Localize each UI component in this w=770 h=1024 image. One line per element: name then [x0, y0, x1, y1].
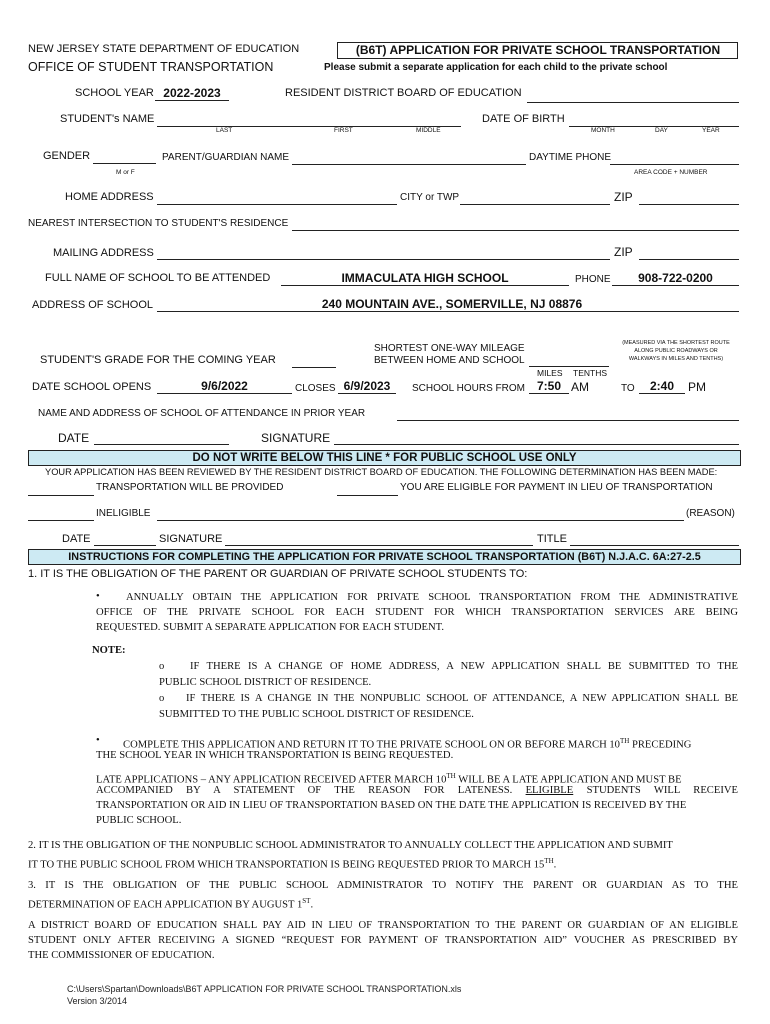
- resident-district-field[interactable]: [527, 88, 739, 103]
- grade-field[interactable]: [292, 353, 336, 368]
- home-address-field[interactable]: [157, 190, 397, 205]
- provided-field[interactable]: [28, 481, 94, 496]
- footer-version: Version 3/2014: [67, 996, 128, 1006]
- note-2-line-1: IF THERE IS A CHANGE IN THE NONPUBLIC SCHOOL OF ATTENDANCE, A NEW APPLICATION SHALL BE: [186, 693, 738, 704]
- reason-label: (REASON): [686, 508, 735, 519]
- school-year-value: 2022-2023: [163, 86, 221, 100]
- signature-label: SIGNATURE: [261, 431, 331, 445]
- first-caption: FIRST: [334, 127, 353, 134]
- late-text-b: WILL BE A LATE APPLICATION AND MUST BE: [455, 774, 682, 786]
- am-label: AM: [571, 380, 589, 394]
- school-year-label: SCHOOL YEAR: [75, 87, 154, 99]
- dob-field[interactable]: [569, 112, 739, 127]
- item-3-text-b: .: [310, 899, 314, 911]
- school-name-label: FULL NAME OF SCHOOL TO BE ATTENDED: [45, 272, 271, 284]
- late-line-4: PUBLIC SCHOOL.: [96, 815, 182, 826]
- bullet-1-line-3: REQUESTED. SUBMIT A SEPARATE APPLICATION FOR EACH STUDENT.: [96, 622, 444, 633]
- office-name: OFFICE OF STUDENT TRANSPORTATION: [28, 60, 274, 74]
- hours-from-value: 7:50: [536, 379, 562, 393]
- signature-field[interactable]: [334, 430, 739, 445]
- aid-line-1: A DISTRICT BOARD OF EDUCATION SHALL PAY AID IN LIEU OF TRANSPORTATION TO THE PARENT OR GUARDIAN OF AN ELIGIBLE: [28, 920, 738, 931]
- note-1-line-1: IF THERE IS A CHANGE OF HOME ADDRESS, A NEW APPLICATION SHALL BE SUBMITTED TO THE: [190, 661, 738, 672]
- date-field[interactable]: [94, 430, 229, 445]
- item-2-text-a: IT TO THE PUBLIC SCHOOL FROM WHICH TRANSPORTATION IS BEING REQUESTED PRIOR TO MARCH 15: [28, 859, 545, 871]
- item-3-text-a: DETERMINATION OF EACH APPLICATION BY AUGUST 1: [28, 899, 303, 911]
- item-2-text-b: .: [553, 859, 557, 871]
- school-address-value: 240 MOUNTAIN AVE., SOMERVILLE, NJ 08876: [321, 297, 583, 311]
- year-caption: YEAR: [702, 127, 720, 134]
- zip-label: ZIP: [614, 190, 633, 204]
- note-2-marker: o: [159, 693, 165, 704]
- prior-school-field[interactable]: [397, 406, 739, 421]
- middle-caption: MIDDLE: [416, 127, 441, 134]
- mailing-zip-field[interactable]: [639, 245, 739, 260]
- pu-title-field[interactable]: [570, 531, 739, 546]
- month-caption: MONTH: [591, 127, 615, 134]
- form-title: (B6T) APPLICATION FOR PRIVATE SCHOOL TRANSPORTATION: [355, 43, 721, 57]
- instruction-item-1: 1. IT IS THE OBLIGATION OF THE PARENT OR GUARDIAN OF PRIVATE SCHOOL STUDENTS TO:: [28, 568, 528, 580]
- reason-field[interactable]: [157, 506, 684, 521]
- pu-signature-field[interactable]: [225, 531, 533, 546]
- item-3-line-1: 3. IT IS THE OBLIGATION OF THE PUBLIC SCHOOL ADMINISTRATOR TO NOTIFY THE PARENT OR GUARDIAN AS TO THE: [28, 880, 738, 891]
- zip-field[interactable]: [639, 190, 739, 205]
- date-opens-label: DATE SCHOOL OPENS: [32, 381, 152, 393]
- last-caption: LAST: [216, 127, 233, 134]
- resident-district-label: RESIDENT DISTRICT BOARD OF EDUCATION: [285, 87, 522, 99]
- student-name-label: STUDENT's NAME: [60, 113, 155, 125]
- bullet-2-line-2: THE SCHOOL YEAR IN WHICH TRANSPORTATION IS BEING REQUESTED.: [96, 750, 454, 761]
- pu-date-label: DATE: [62, 533, 91, 545]
- bullet-1-line-1: ANNUALLY OBTAIN THE APPLICATION FOR PRIVATE SCHOOL TRANSPORTATION FROM THE ADMINISTRATIVE: [126, 592, 738, 603]
- measured-note-line-1: (MEASURED VIA THE SHORTEST ROUTE: [622, 340, 730, 346]
- item-2-sup: TH: [544, 857, 554, 865]
- late-l2-text-b: STUDENTS WILL RECEIVE: [586, 785, 738, 796]
- m-or-f-caption: M or F: [116, 169, 135, 176]
- intersection-label: NEAREST INTERSECTION TO STUDENT'S RESIDENCE: [28, 218, 289, 229]
- item-3-sup: ST: [302, 897, 311, 905]
- note-label: NOTE:: [92, 645, 126, 656]
- item-3-line-2: [28, 893, 313, 914]
- note-1-line-2: PUBLIC SCHOOL DISTRICT OF RESIDENCE.: [159, 677, 372, 688]
- dob-label: DATE OF BIRTH: [482, 113, 565, 125]
- payment-label: YOU ARE ELIGIBLE FOR PAYMENT IN LIEU OF TRANSPORTATION: [400, 482, 713, 493]
- late-sup: TH: [446, 772, 456, 780]
- bullet-2-text-a: COMPLETE THIS APPLICATION AND RETURN IT TO THE PRIVATE SCHOOL ON OR BEFORE MARCH 10: [123, 739, 620, 751]
- parent-guardian-label: PARENT/GUARDIAN NAME: [162, 152, 290, 163]
- pu-signature-label: SIGNATURE: [159, 533, 223, 545]
- bullet-2-marker: •: [96, 735, 100, 746]
- city-twp-field[interactable]: [460, 190, 610, 205]
- prior-school-label: NAME AND ADDRESS OF SCHOOL OF ATTENDANCE IN PRIOR YEAR: [38, 408, 366, 419]
- late-line-2: [96, 783, 738, 799]
- mileage-label-2: BETWEEN HOME AND SCHOOL: [374, 355, 525, 366]
- payment-field[interactable]: [337, 481, 398, 496]
- bullet-2-sup: TH: [619, 737, 630, 745]
- home-address-label: HOME ADDRESS: [65, 191, 154, 203]
- late-l2-text-a: ACCOMPANIED BY A STATEMENT OF THE REASON FOR LATENESS.: [96, 785, 526, 796]
- city-twp-label: CITY or TWP: [400, 192, 460, 203]
- parent-guardian-field[interactable]: [292, 150, 526, 165]
- instructions-banner: INSTRUCTIONS FOR COMPLETING THE APPLICATION FOR PRIVATE SCHOOL TRANSPORTATION (B6T) N.J.A.C. 6A:27-2.5: [28, 549, 741, 565]
- school-name-value: IMMACULATA HIGH SCHOOL: [341, 271, 509, 285]
- date-opens-value: 9/6/2022: [201, 379, 248, 393]
- ineligible-label: INELIGIBLE: [96, 508, 151, 519]
- pm-label: PM: [688, 380, 706, 394]
- intersection-field[interactable]: [292, 216, 739, 231]
- date-label: DATE: [58, 431, 90, 445]
- miles-caption: MILES: [537, 368, 563, 378]
- form-subtitle: Please submit a separate application for each child to the private school: [324, 62, 668, 73]
- measured-note-line-2: ALONG PUBLIC ROADWAYS OR: [634, 348, 718, 354]
- late-eligible-underlined: ELIGIBLE: [525, 785, 574, 796]
- closes-label: CLOSES: [295, 383, 336, 394]
- gender-field[interactable]: [93, 149, 156, 164]
- hours-from-label: SCHOOL HOURS FROM: [412, 383, 525, 394]
- school-address-label: ADDRESS OF SCHOOL: [32, 299, 154, 311]
- school-phone-value: 908-722-0200: [638, 271, 713, 285]
- item-2-line-2: [28, 853, 556, 874]
- mailing-address-label: MAILING ADDRESS: [53, 247, 154, 259]
- dept-name: NEW JERSEY STATE DEPARTMENT OF EDUCATION: [28, 43, 300, 55]
- aid-line-3: THE COMMISSIONER OF EDUCATION.: [28, 950, 215, 961]
- aid-line-2: STUDENT ONLY AFTER RECEIVING A SIGNED “REQUEST FOR PAYMENT OF TRANSPORTATION AID” VOUCHER AS PRESCRIBED BY: [28, 935, 738, 946]
- area-code-caption: AREA CODE + NUMBER: [634, 169, 708, 176]
- mileage-field[interactable]: [529, 352, 609, 367]
- bullet-2-text-b: PRECEDING: [629, 739, 692, 751]
- note-1-marker: o: [159, 661, 165, 672]
- mailing-address-field[interactable]: [157, 245, 610, 260]
- provided-label: TRANSPORTATION WILL BE PROVIDED: [96, 482, 284, 493]
- hours-to-value: 2:40: [649, 379, 675, 393]
- day-caption: DAY: [655, 127, 668, 134]
- late-text-a: LATE APPLICATIONS – ANY APPLICATION RECEIVED AFTER MARCH 10: [96, 774, 447, 786]
- daytime-phone-label: DAYTIME PHONE: [529, 152, 612, 163]
- bullet-1-marker: •: [96, 591, 100, 602]
- closes-value: 6/9/2023: [343, 379, 391, 393]
- late-line-3: TRANSPORTATION OR AID IN LIEU OF TRANSPORTATION BASED ON THE DATE THE APPLICATION IS RECEIVED BY THE: [96, 800, 687, 811]
- pu-title-label: TITLE: [537, 533, 567, 545]
- to-label: TO: [621, 383, 635, 394]
- reviewed-text: YOUR APPLICATION HAS BEEN REVIEWED BY THE RESIDENT DISTRICT BOARD OF EDUCATION. THE FOLLOWING DETERMINATION HAS BEEN MADE:: [45, 467, 718, 477]
- school-phone-label: PHONE: [575, 274, 611, 285]
- public-use-banner: DO NOT WRITE BELOW THIS LINE * FOR PUBLIC SCHOOL USE ONLY: [28, 450, 741, 466]
- note-2-line-2: SUBMITTED TO THE PUBLIC SCHOOL DISTRICT OF RESIDENCE.: [159, 709, 474, 720]
- gender-label: GENDER: [43, 150, 91, 162]
- bullet-1-line-2: OFFICE OF THE PRIVATE SCHOOL FOR EACH STUDENT FOR WHICH TRANSPORTATION SERVICES ARE BEING: [96, 607, 738, 618]
- student-name-field[interactable]: [157, 112, 461, 127]
- item-2-line-1: 2. IT IS THE OBLIGATION OF THE NONPUBLIC SCHOOL ADMINISTRATOR TO ANNUALLY COLLECT THE APPLICATION AND SUBMIT: [28, 840, 673, 851]
- mailing-zip-label: ZIP: [614, 245, 633, 259]
- footer-file-path: C:\Users\Spartan\Downloads\B6T APPLICATION FOR PRIVATE SCHOOL TRANSPORTATION.xls: [67, 984, 462, 994]
- measured-note: [612, 339, 740, 363]
- tenths-caption: TENTHS: [573, 368, 607, 378]
- grade-label: STUDENT'S GRADE FOR THE COMING YEAR: [40, 354, 276, 366]
- ineligible-field[interactable]: [28, 506, 94, 521]
- measured-note-line-3: WALKWAYS IN MILES AND TENTHS): [628, 356, 724, 362]
- pu-date-field[interactable]: [94, 531, 156, 546]
- mileage-label-1: SHORTEST ONE-WAY MILEAGE: [374, 343, 525, 354]
- daytime-phone-field[interactable]: [610, 150, 739, 165]
